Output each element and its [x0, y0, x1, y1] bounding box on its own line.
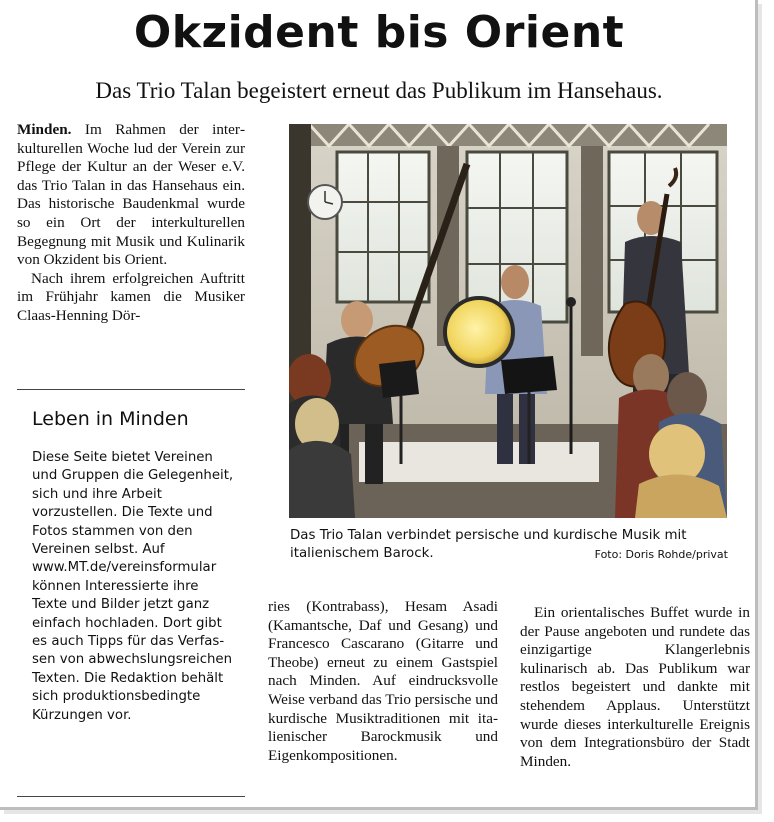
infobox-title: Leben in Minden — [32, 408, 189, 430]
concert-photo — [289, 124, 727, 518]
paragraph-third: ries (Kontrabass), Hesam Asadi (Kamantsche, Daf und Gesang) und Francesco Cascarano (Gitarre und Theobe) erneut zu einem Gastspiel nach Minden. Auf eindrucksvolle Weise verband das Trio persische und kurdische Musiktraditionen mit italienischer Barockmusik und Eigenkompositionen. — [268, 598, 498, 764]
paragraph-fourth: Ein orientalisches Buffet wurde in der Pause angeboten und rundete das einzigartige Klangerlebnis kulinarisch ab. Das Publikum war restlos begeistert und dankte mit stehendem Applaus. Unterstützt wurde dieses interkulturelle Ereignis von dem Integrationsbüro der Stadt Minden. — [520, 604, 750, 770]
paragraph-second: Nach ihrem erfolgreichen Auftritt im Frühjahr kamen die Musiker Claas-Henning Dör- — [17, 269, 245, 324]
subheadline: Das Trio Talan begeistert erneut das Publikum im Hansehaus. — [95, 78, 663, 103]
infobox-top-rule — [17, 389, 245, 390]
photo-caption: Das Trio Talan verbindet persische und kurdische Musik mit italienischem Barock. — [290, 528, 687, 561]
dateline: Minden. — [17, 121, 72, 138]
intro-text: Im Rahmen der interkulturellen Woche lud der Verein zur Pflege der Kultur an der Weser e.V. das Trio Talan in das Hansehaus ein. Das historische Baudenkmal wurde so ein Ort der interkulturellen Begegnung mit Musik und Kulinarik von Okzident bis Orient. — [17, 121, 245, 269]
article-column-1 — [17, 121, 245, 326]
infobox-bottom-rule — [17, 796, 245, 797]
paragraph-intro — [17, 121, 245, 270]
headline: Okzident bis Orient — [133, 7, 625, 58]
infobox-text: Diese Seite bietet Vereinen und Gruppen die Gelegenheit, sich und ihre Arbeit vorzustellen. Die Texte und Fotos stammen von den Vereinen selbst. Auf www.MT.de/vereinsformular können Interessierte ihre Texte und Bilder jetzt ganz einfach hochladen. Dort gibt es auch Tipps für das Verfassen von abwechslungsreichen Texten. Die Redaktion behält sich produktionsbedingte Kürzungen vor. — [32, 450, 234, 723]
article-column-4 — [520, 604, 750, 771]
photo-credit: Foto: Doris Rohde/privat — [594, 548, 728, 561]
article-column-3 — [268, 598, 498, 765]
